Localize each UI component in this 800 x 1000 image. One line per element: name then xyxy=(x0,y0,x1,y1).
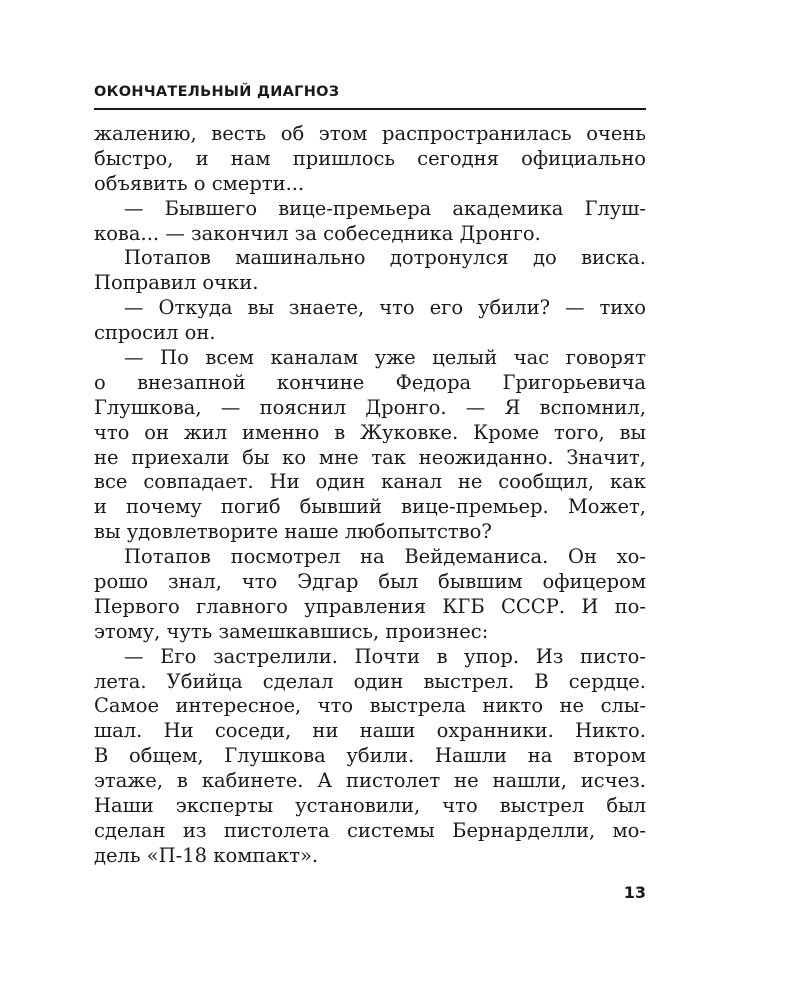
header-rule xyxy=(94,108,646,110)
text-line: Наши эксперты установили, что выстрел был xyxy=(94,794,646,818)
text-line: Самое интересное, что выстрела никто не слы- xyxy=(94,694,646,718)
page-number: 13 xyxy=(623,883,646,902)
text-line: быстро, и нам пришлось сегодня официально xyxy=(94,146,646,170)
body-text xyxy=(94,122,646,869)
text-line: — Бывшего вице-премьера академика Глуш- xyxy=(124,196,646,220)
text-line: не приехали бы ко мне так неожиданно. Значит, xyxy=(94,445,646,469)
text-line: Поправил очки. xyxy=(94,271,259,295)
text-line: о внезапной кончине Федора Григорьевича xyxy=(94,370,646,394)
text-line: этаже, в кабинете. А пистолет не нашли, исчез. xyxy=(94,769,646,793)
text-line: — Его застрелили. Почти в упор. Из писто- xyxy=(124,644,646,668)
text-line: Потапов посмотрел на Вейдеманиса. Он хо- xyxy=(124,545,646,569)
text-line: вы удовлетворите наше любопытство? xyxy=(94,520,492,544)
text-line: В общем, Глушкова убили. Нашли на втором xyxy=(94,744,646,768)
text-line: Первого главного управления КГБ СССР. И по- xyxy=(94,594,646,618)
text-line: и почему погиб бывший вице-премьер. Может, xyxy=(94,495,646,519)
running-title: ОКОНЧАТЕЛЬНЫЙ ДИАГНОЗ xyxy=(94,84,340,100)
text-line: шал. Ни соседи, ни наши охранники. Никто. xyxy=(94,719,646,743)
text-line: лета. Убийца сделал один выстрел. В сердце. xyxy=(94,669,646,693)
text-line: дель «П-18 компакт». xyxy=(94,843,319,867)
text-line: спросил он. xyxy=(94,321,216,345)
text-line: все совпадает. Ни один канал не сообщил, как xyxy=(94,470,646,494)
text-line: кова... — закончил за собеседника Дронго. xyxy=(94,221,541,245)
text-line: Потапов машинально дотронулся до виска. xyxy=(124,246,646,270)
text-line: — По всем каналам уже целый час говорят xyxy=(124,346,646,370)
text-line: этому, чуть замешкавшись, произнес: xyxy=(94,619,489,643)
text-line: сделан из пистолета системы Бернарделли, мо- xyxy=(94,818,646,842)
text-line: что он жил именно в Жуковке. Кроме того, вы xyxy=(94,420,646,444)
text-line: Глушкова, — пояснил Дронго. — Я вспомнил, xyxy=(94,395,646,419)
text-line: жалению, весть об этом распространилась очень xyxy=(94,122,646,145)
text-line: объявить о смерти... xyxy=(94,171,305,195)
text-line: рошо знал, что Эдгар был бывшим офицером xyxy=(94,570,646,594)
text-line: — Откуда вы знаете, что его убили? — тихо xyxy=(124,296,646,320)
